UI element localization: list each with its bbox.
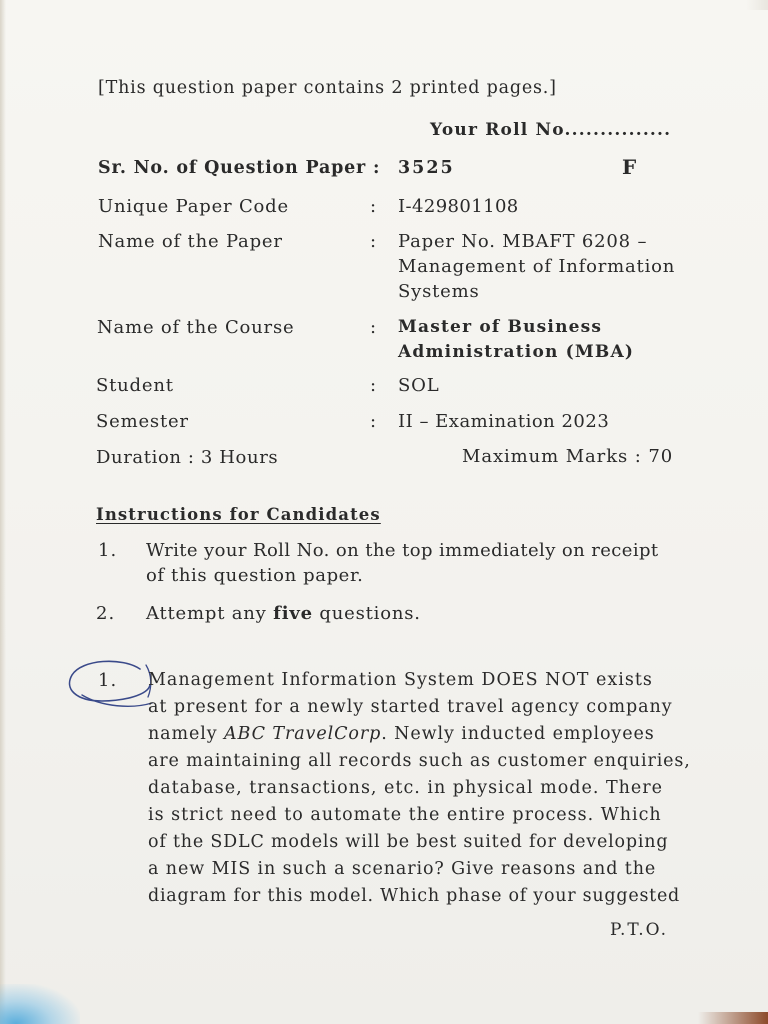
- set-code: F: [622, 155, 637, 179]
- question-1-line1: Management Information System DOES NOT exists: [148, 670, 653, 690]
- roll-number-field: Your Roll No...............: [430, 120, 672, 140]
- sr-no-value: 3525: [398, 158, 455, 178]
- unique-code-value: I-429801108: [398, 196, 519, 217]
- question-1-line8: a new MIS in such a scenario? Give reasons and the: [148, 859, 657, 879]
- question-1-line2: at present for a newly started travel agency company: [148, 697, 673, 717]
- unique-code-label: Unique Paper Code: [98, 196, 289, 217]
- background-blue-object: [0, 984, 80, 1024]
- instruction-2-pre: Attempt any: [146, 603, 274, 624]
- instruction-1-line1: Write your Roll No. on the top immediately on receipt: [146, 540, 659, 561]
- semester-value: II – Examination 2023: [398, 411, 610, 432]
- paper-edge-shadow: [0, 0, 6, 1024]
- paper-corner: [746, 0, 768, 10]
- question-1-line7: of the SDLC models will be best suited for developing: [148, 832, 669, 852]
- paper-name-line1: Paper No. MBAFT 6208 –: [398, 231, 648, 252]
- question-1-number: 1.: [98, 670, 118, 691]
- student-colon: :: [370, 375, 377, 396]
- question-1-line5: database, transactions, etc. in physical mode. There: [148, 778, 663, 798]
- company-name: ABC TravelCorp: [224, 724, 382, 744]
- student-value: SOL: [398, 375, 440, 396]
- semester-label: Semester: [96, 411, 189, 432]
- please-turn-over: P.T.O.: [610, 920, 668, 940]
- question-1-line6: is strict need to automate the entire process. Which: [148, 805, 662, 825]
- instruction-2-post: questions.: [312, 603, 421, 624]
- instruction-1-number: 1.: [98, 540, 118, 561]
- duration: Duration : 3 Hours: [96, 447, 279, 468]
- question-1-line3-pre: namely: [148, 724, 225, 744]
- maximum-marks: Maximum Marks : 70: [462, 446, 674, 467]
- course-line1: Master of Business: [398, 317, 603, 337]
- instructions-heading: Instructions for Candidates: [96, 505, 381, 524]
- question-1-line3-post: . Newly inducted employees: [381, 724, 655, 744]
- background-table-edge: [698, 1012, 768, 1024]
- student-label: Student: [96, 375, 174, 396]
- paper-name-colon: :: [370, 231, 377, 252]
- instruction-2: [146, 603, 421, 624]
- sr-no-label: Sr. No. of Question Paper :: [98, 158, 381, 178]
- question-1-line3: [148, 724, 655, 744]
- paper-name-line3: Systems: [398, 281, 480, 302]
- instruction-1-line2: of this question paper.: [146, 565, 364, 586]
- course-label: Name of the Course: [97, 317, 295, 338]
- paper-name-label: Name of the Paper: [98, 231, 283, 252]
- unique-code-colon: :: [370, 196, 377, 217]
- semester-colon: :: [370, 411, 377, 432]
- course-colon: :: [370, 317, 377, 338]
- pages-note: [This question paper contains 2 printed pages.]: [98, 78, 557, 98]
- question-1-line4: are maintaining all records such as customer enquiries,: [148, 751, 691, 771]
- instruction-2-number: 2.: [96, 603, 116, 624]
- course-line2: Administration (MBA): [398, 342, 635, 362]
- paper-name-line2: Management of Information: [398, 256, 676, 277]
- instruction-2-bold: five: [273, 603, 313, 624]
- question-1-line9: diagram for this model. Which phase of your suggested: [148, 886, 681, 906]
